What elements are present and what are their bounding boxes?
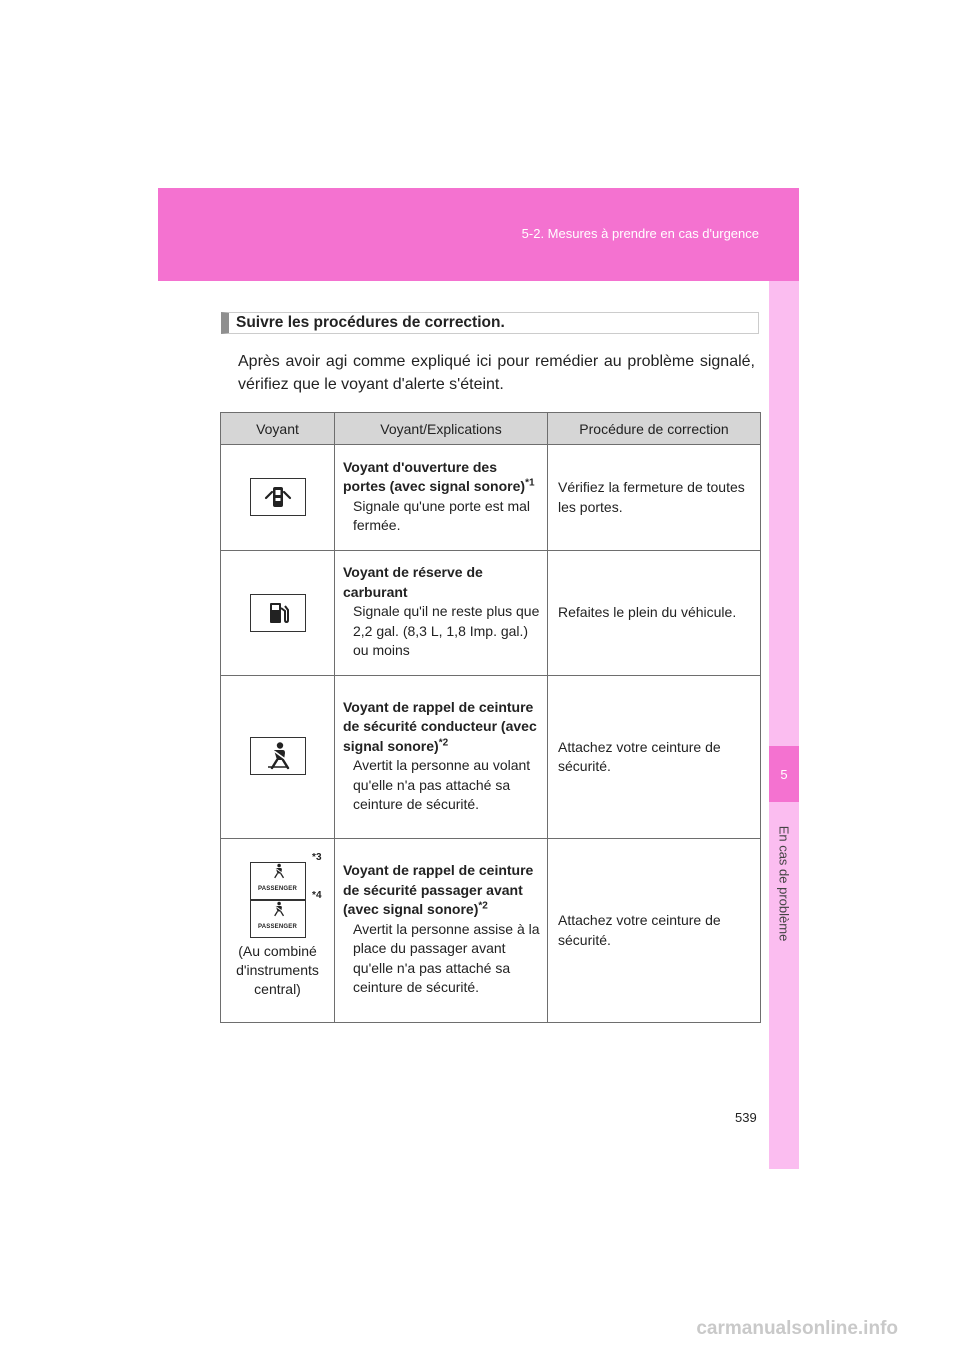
intro-paragraph: Après avoir agi comme expliqué ici pour remédier au problème signalé, vérifiez que le voyant d'alerte s'éteint.	[238, 353, 755, 393]
column-header-voyant: Voyant	[221, 413, 335, 445]
table-row	[221, 676, 761, 839]
light-title: Voyant d'ouverture des portes (avec signal sonore)$^{*1}$	[343, 458, 535, 494]
watermark: carmanualsonline.info	[696, 1318, 898, 1339]
icon-cell	[221, 551, 335, 676]
table-row	[221, 445, 761, 551]
description-cell	[335, 445, 548, 551]
warning-lights-table	[220, 412, 761, 1023]
description-cell	[335, 839, 548, 1023]
light-explanation: Signale qu'une porte est mal fermée.	[353, 497, 531, 533]
icon-cell	[221, 839, 335, 1023]
passenger-label: PASSENGER	[257, 885, 298, 892]
chapter-number-tab	[769, 746, 799, 802]
passenger-indicator-b	[250, 890, 322, 938]
footnote-marker: *2	[478, 900, 488, 912]
page-number: 539	[735, 1110, 757, 1125]
seatbelt-icon	[250, 737, 306, 775]
light-explanation: Avertit la personne au volant qu'elle n'a pas attaché sa ceinture de sécurité.	[353, 757, 531, 812]
passenger-seatbelt-icon	[250, 900, 306, 938]
chapter-title: 5-2. Mesures à prendre en cas d'urgence	[521, 226, 759, 241]
footnote-marker: *2	[438, 736, 449, 748]
chapter-label-wrap	[769, 808, 799, 958]
icon-footnote: *3	[312, 852, 322, 863]
correction-cell: Attachez votre ceinture de sécurité.	[548, 676, 761, 839]
light-title: Voyant de rappel de ceinture de sécurité conducteur (avec signal sonore)$^{*2}$	[343, 698, 537, 754]
light-explanation: Avertit la personne assise à la place du passager avant qu'elle n'a pas attaché sa ceinture de sécurité.	[353, 920, 540, 996]
light-title: Voyant de rappel de ceinture de sécurité passager avant (avec signal sonore)$^{*2}$	[343, 862, 534, 918]
icon-caption: (Au combiné d'instruments central)	[236, 943, 319, 997]
table-row	[221, 551, 761, 676]
column-header-correction: Procédure de correction	[548, 413, 761, 445]
description-cell	[335, 676, 548, 839]
icon-cell	[221, 676, 335, 839]
passenger-seatbelt-icon	[250, 862, 306, 900]
chapter-label: En cas de problème	[776, 825, 792, 941]
correction-cell: Attachez votre ceinture de sécurité.	[548, 839, 761, 1023]
passenger-label: PASSENGER	[257, 923, 298, 930]
door-open-icon	[250, 478, 306, 516]
table-header-row	[221, 413, 761, 445]
light-explanation: Signale qu'il ne reste plus que 2,2 gal. (8,3 L, 1,8 Imp. gal.) ou moins	[353, 603, 540, 659]
correction-cell: Refaites le plein du véhicule.	[548, 551, 761, 676]
section-heading: Suivre les procédures de correction.	[221, 312, 759, 334]
table-row	[221, 839, 761, 1023]
chapter-side-tab	[769, 281, 799, 1169]
passenger-indicator-a	[250, 852, 322, 900]
correction-cell: Vérifiez la fermeture de toutes les portes.	[548, 445, 761, 551]
chapter-header-band	[158, 188, 799, 281]
fuel-pump-icon	[250, 594, 306, 632]
chapter-number: 5	[780, 766, 788, 782]
icon-cell	[221, 445, 335, 551]
description-cell	[335, 551, 548, 676]
icon-footnote: *4	[312, 890, 322, 901]
footnote-marker: *1	[525, 477, 535, 489]
column-header-explications: Voyant/Explications	[335, 413, 548, 445]
light-title: Voyant de réserve de carburant	[343, 564, 483, 600]
